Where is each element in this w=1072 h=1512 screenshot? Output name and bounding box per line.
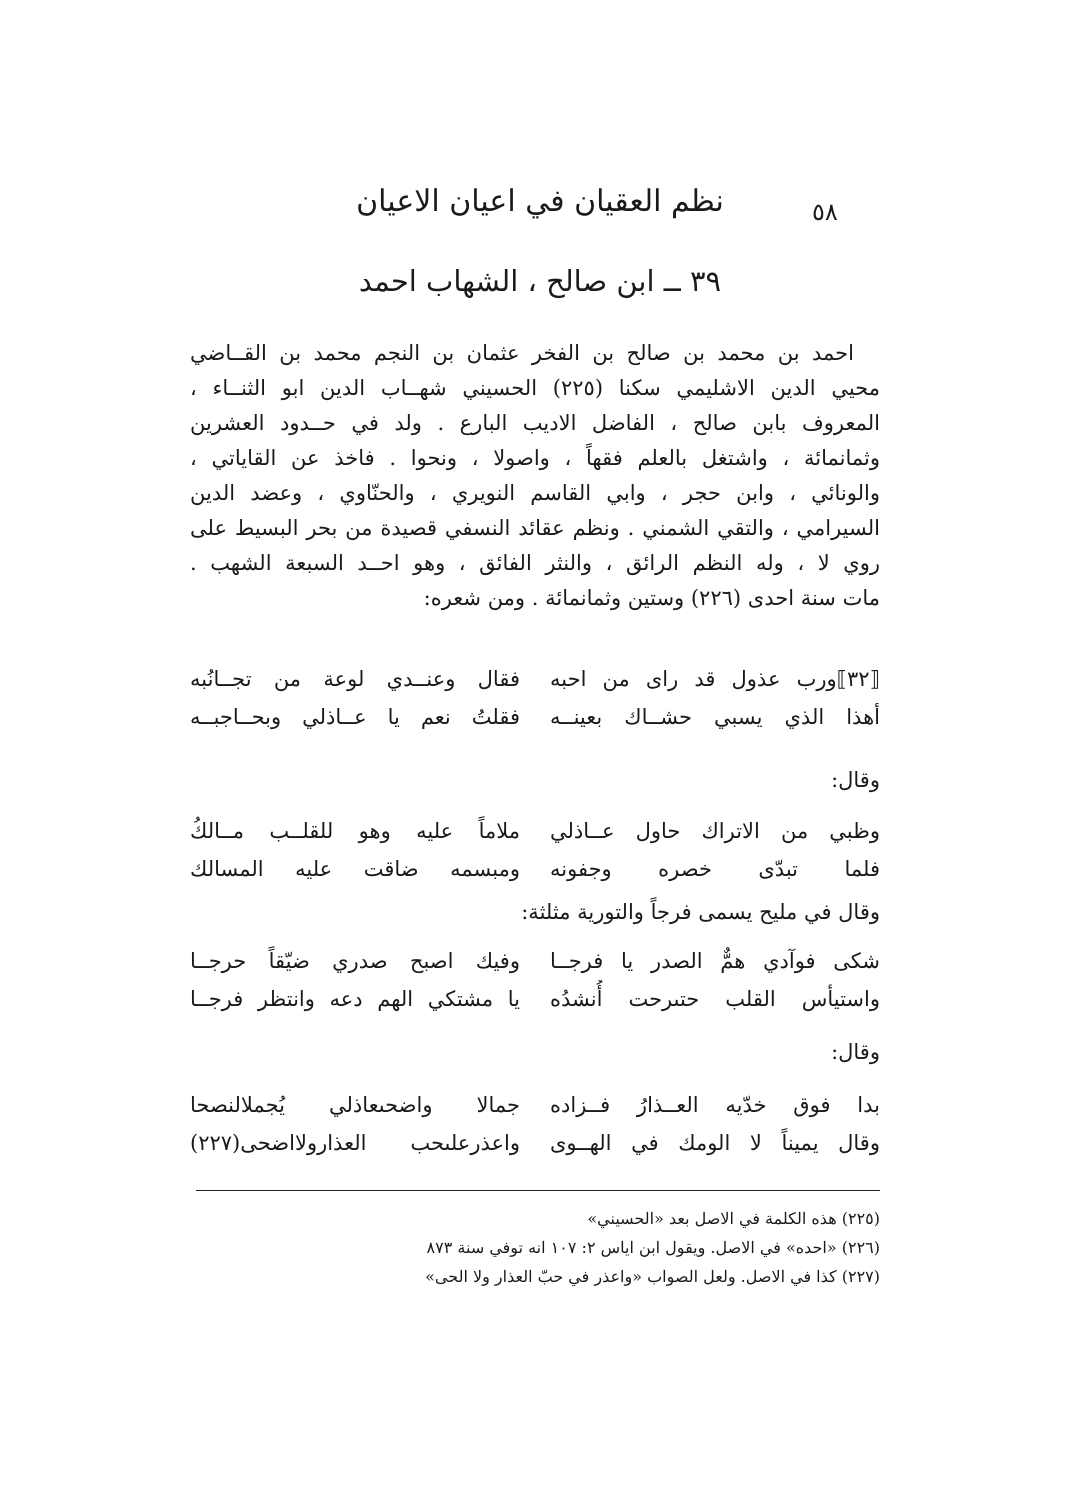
- verse: [190, 850, 880, 888]
- second-hemistich: جمالا واضحىعاذلي يُجملالنصحا: [190, 1093, 520, 1117]
- poem-intro: وقال:: [831, 1040, 880, 1064]
- page-number: ٥٨: [812, 198, 838, 226]
- body-line: احمد بن محمد بن صالح بن الفخر عثمان بن النجم محمد بن القــاضي: [190, 341, 854, 365]
- footnote: (٢٢٥) هذه الكلمة في الاصل بعد «الحسيني»: [587, 1209, 880, 1228]
- poem-intro: وقال في مليح يسمى فرجاً والتورية مثلثة:: [521, 900, 880, 924]
- first-hemistich: شكى فوآدي همٌّ الصدر يا فرجــا: [550, 949, 880, 973]
- footnotes: [280, 1204, 880, 1291]
- footnote: (٢٢٦) «احده» في الاصل. ويقول ابن اياس ٢: ١٠٧ انه توفي سنة ٨٧٣: [426, 1238, 880, 1257]
- verse: [190, 1124, 880, 1162]
- second-hemistich: فقلتُ نعم يا عــاذلي وبحــاجبــه: [190, 705, 520, 729]
- poem-1: [190, 660, 880, 736]
- first-hemistich: أهذا الذي يسبي حشــاك بعينــه: [550, 705, 880, 729]
- first-hemistich: وظبي من الاتراك حاول عــاذلي: [550, 819, 880, 843]
- second-hemistich: ملاماً عليه وهو للقلــب مــالكُ: [190, 819, 520, 843]
- verse: [190, 812, 880, 850]
- second-hemistich: واعذرعلىحب العذارولااضحى(٢٢٧): [190, 1131, 520, 1155]
- verse: [190, 1086, 880, 1124]
- verse: [190, 942, 880, 980]
- verse: [190, 660, 880, 698]
- poem-intro: وقال:: [831, 768, 880, 792]
- poem-2: [190, 812, 880, 888]
- first-hemistich: فلما تبدّى خصره وجفونه: [550, 857, 880, 881]
- poem-3: [190, 942, 880, 1018]
- body-line: محيي الدين الاشليمي سكنا (٢٢٥) الحسيني شهــاب الدين ابو الثنــاء ،: [190, 376, 880, 400]
- verse: [190, 698, 880, 736]
- first-hemistich: ⟦٣٢⟧ورب عذول قد راى من احبه: [550, 667, 880, 691]
- second-hemistich: يا مشتكي الهم دعه وانتظر فرجــا: [190, 987, 520, 1011]
- body-line: مات سنة احدى (٢٢٦) وستين وثمانمائة . ومن شعره:: [423, 586, 880, 610]
- first-hemistich: واستيأس القلب حتىرحت أُنشدُه: [550, 987, 880, 1011]
- body-line: السيرامي ، والتقي الشمني . ونظم عقائد النسفي قصيدة من بحر البسيط على: [190, 516, 880, 540]
- body-line: روي لا ، وله النظم الرائق ، والنثر الفائق ، وهو احــد السبعة الشهب .: [190, 551, 880, 575]
- verse: [190, 980, 880, 1018]
- second-hemistich: فقال وعنــدي لوعة من تجــانُبه: [190, 667, 520, 691]
- entry-heading: ٣٩ ــ ابن صالح ، الشهاب احمد: [358, 264, 722, 298]
- poem-4: [190, 1086, 880, 1162]
- footnote: (٢٢٧) كذا في الاصل. ولعل الصواب «واعذر في حبّ العذار ولا الحى»: [425, 1267, 880, 1286]
- running-title: نظم العقيان في اعيان الاعيان: [356, 184, 724, 219]
- second-hemistich: ومبسمه ضاقت عليه المسالك: [190, 857, 520, 881]
- body-line: وثمانمائة ، واشتغل بالعلم فقهاً ، واصولا ، ونحوا . فاخذ عن القاياتي ،: [190, 446, 880, 470]
- first-hemistich: وقال يميناً لا الومك في الهــوى: [550, 1131, 880, 1155]
- biography-paragraph: [190, 336, 880, 616]
- second-hemistich: وفيك اصبح صدري ضيّقاً حرجــا: [190, 949, 520, 973]
- body-line: والونائي ، وابن حجر ، وابي القاسم النويري ، والحنّاوي ، وعضد الدين: [190, 481, 880, 505]
- first-hemistich: بدا فوق خدّيه العــذارُ فــزاده: [550, 1093, 880, 1117]
- footnote-divider: [196, 1190, 880, 1191]
- body-line: المعروف بابن صالح ، الفاضل الاديب البارع . ولد في حــدود العشرين: [190, 411, 880, 435]
